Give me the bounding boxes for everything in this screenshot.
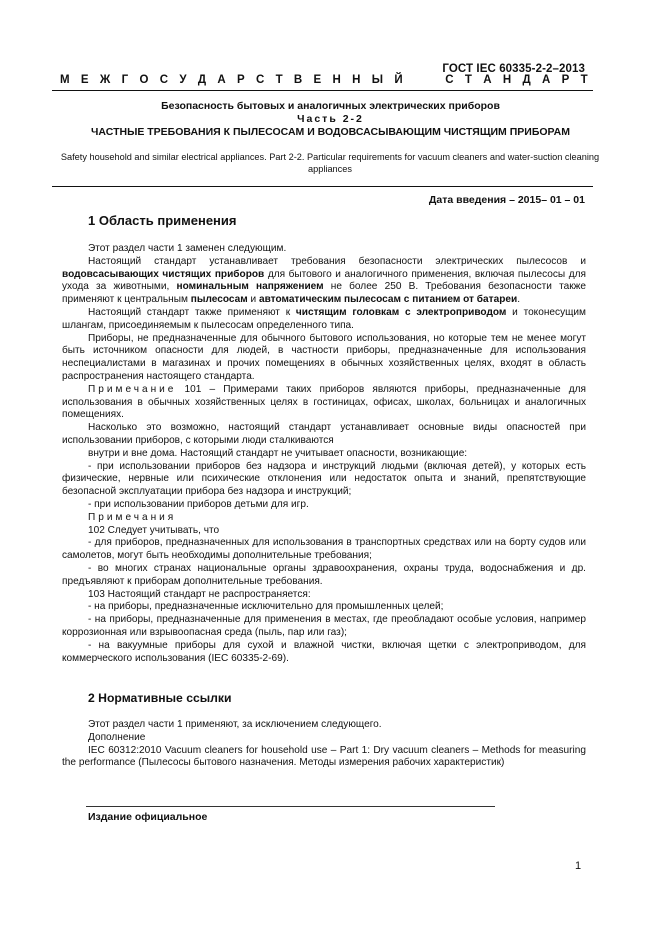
paragraph: Этот раздел части 1 применяют, за исключением следующего. <box>88 719 382 730</box>
banner-letter: М <box>60 74 70 86</box>
banner-letter: Е <box>313 74 322 86</box>
banner-letter: С <box>159 74 169 86</box>
paragraph: Дополнение <box>88 731 146 743</box>
title-line-1: Безопасность бытовых и аналогичных электрических приборов <box>161 100 500 112</box>
paragraph: IEC 60312:2010 Vacuum cleaners for household use – Part 1: Dry vacuum cleaners – Methods for measuring the performance (Пылесосы бытового назначения. Методы измерения рабочих характеристик) <box>62 744 586 769</box>
banner-letter: Ж <box>99 74 111 86</box>
title-line-3: ЧАСТНЫЕ ТРЕБОВАНИЯ К ПЫЛЕСОСАМ И ВОДОВСАСЫВАЮЩИМ ЧИСТЯЩИМ ПРИБОРАМ <box>91 126 570 138</box>
section-1-heading: 1 Область применения <box>88 213 237 228</box>
banner-letter: Г <box>121 74 129 86</box>
footnote-rule <box>86 806 495 807</box>
note-label: Примечание <box>88 383 177 395</box>
text-run: Настоящий стандарт также применяют к <box>88 306 296 318</box>
banner-letter: О <box>139 74 149 86</box>
banner-letter: У <box>179 74 187 86</box>
paragraph <box>62 307 586 333</box>
text-run: . <box>517 294 520 306</box>
english-title: Safety household and similar electrical appliances. Part 2-2. Particular requirements for vacuum cleaners and water-suction cleaning appliances <box>60 152 600 174</box>
title-part: Часть 2-2 <box>297 113 364 125</box>
banner-letter: Е <box>80 74 89 86</box>
banner-letter: Д <box>197 74 207 86</box>
defined-term: чистящим головкам с электроприводом <box>295 306 507 318</box>
list-item: - на вакуумные приборы для сухой и влажной чистки, включая щетки с электроприводом, для коммерческого использования (IEC 60335-2-69). <box>62 639 586 664</box>
text-run: 101 – Примерами таких приборов являются приборы, предназначенные для использования в обычных хозяйственных целях в гостиницах, офисах, школах, больницах и аналогичных помещениях. <box>62 383 586 421</box>
banner-letter: В <box>293 74 303 86</box>
banner-letter: Т <box>275 74 283 86</box>
section-2-heading: 2 Нормативные ссылки <box>88 691 232 705</box>
banner-letter: Р <box>236 74 245 86</box>
banner-letter: Р <box>561 74 570 86</box>
banner-letter: Т <box>464 74 472 86</box>
paragraph: 102 Следует учитывать, что <box>88 524 220 536</box>
interstate-standard-banner <box>60 74 588 86</box>
header-rule <box>52 90 593 91</box>
text-run: Настоящий стандарт устанавливает требования безопасности электрических пылесосов и <box>88 255 586 267</box>
list-item: - на приборы, предназначенные для применения в местах, где преобладают особые условия, например коррозионная или взрывоопасная среда (пыль, пар или газ); <box>62 614 586 638</box>
text-run: и токонесущим шлангам, присоединяемым к пылесосам определенного типа. <box>62 306 586 331</box>
text-run: для бытового и аналогичного применения, включая пылесосы для ухода за животными, <box>62 268 586 293</box>
title-rule <box>52 186 593 187</box>
defined-term: автоматическим пылесосам с питанием от батареи <box>258 294 518 306</box>
paragraph: Приборы, не предназначенные для обычного бытового использования, но которые тем не менее могут быть источником опасности для людей, в частности приборы, предназначенные для использования неспециалистами в магазинах и прочих помещениях в обычных хозяйственных целях, входят в область распространения настоящего стандарта. <box>62 332 586 382</box>
paragraph: Этот раздел части 1 заменен следующим. <box>88 243 287 254</box>
banner-letter: Н <box>502 74 512 86</box>
banner-letter: С <box>255 74 265 86</box>
banner-letter: А <box>483 74 492 86</box>
paragraph: Насколько это возможно, настоящий стандарт устанавливает основные виды опасностей при использовании приборов, с которыми люди сталкиваются <box>62 422 586 446</box>
page-number: 1 <box>575 860 582 872</box>
banner-letter: С <box>445 74 454 86</box>
introduction-date: Дата введения – 2015– 01 – 01 <box>428 194 585 206</box>
paragraph: 103 Настоящий стандарт не распространяется: <box>88 588 311 600</box>
banner-letter: А <box>541 74 551 86</box>
list-item: - во многих странах национальные органы здравоохранения, охраны труда, водоснабжения и др. предъявляют к приборам дополнительные требования. <box>62 562 586 587</box>
defined-term: пылесосам <box>190 294 248 306</box>
banner-letter: Т <box>580 74 588 86</box>
defined-term: водовсасывающих чистящих приборов <box>62 268 265 280</box>
list-item: - при использовании приборов без надзора и инструкций людьми (включая детей), у которых есть физические, нервные или психические отклонения или недостаток опыта и знаний, препятствующие безопасной эксплуатации прибора без надзора и инструкций; <box>62 460 586 498</box>
gost-code: ГОСТ IEC 60335-2-2–2013 <box>442 63 585 75</box>
text-run: и <box>247 294 259 306</box>
text-run: не более 250 В. Требования безопасности также применяют к центральным <box>62 281 587 306</box>
banner-letter: Н <box>352 74 361 86</box>
banner-letter: Д <box>522 74 531 86</box>
banner-letter: Ы <box>371 74 384 86</box>
defined-term: номинальным напряжением <box>176 281 324 293</box>
banner-letter: Н <box>332 74 341 86</box>
section-1-body <box>62 243 586 665</box>
list-item: - на приборы, предназначенные исключительно для промышленных целей; <box>88 601 444 613</box>
list-item: - при использовании приборов детьми для игр. <box>88 498 309 510</box>
section-2-body <box>62 719 586 770</box>
paragraph <box>62 256 586 307</box>
paragraph: внутри и вне дома. Настоящий стандарт не учитывает опасности, возникающие: <box>88 447 468 459</box>
note-paragraph <box>62 384 586 422</box>
banner-letter: Й <box>394 74 403 86</box>
official-edition-label: Издание официальное <box>88 811 208 823</box>
list-item: - для приборов, предназначенных для использования в транспортных средствах или на борту судов или самолетов, могут быть необходимы дополнительные требования; <box>62 537 586 562</box>
notes-label: Примечания <box>88 511 177 523</box>
banner-letter: А <box>217 74 226 86</box>
banner-gap <box>414 74 434 86</box>
